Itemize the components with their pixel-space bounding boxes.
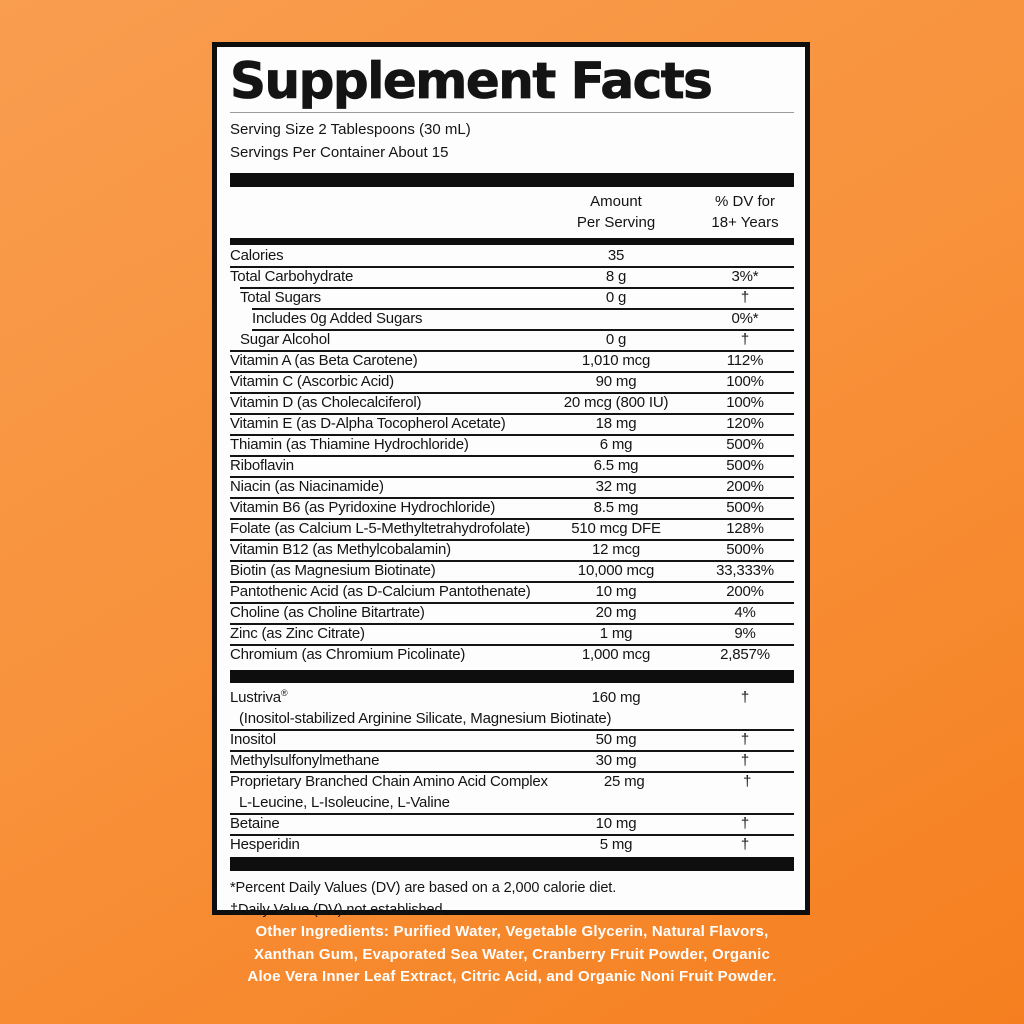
row-label: Thiamin (as Thiamine Hydrochloride) [230,436,469,453]
row-dv: † [740,731,750,748]
row-amount: 90 mg [595,373,637,390]
row-separator-line [252,329,794,331]
table-row [230,683,794,729]
row-amount: 1,010 mcg [581,352,651,369]
row-dv: 200% [726,478,764,495]
divider-bar-bottom [230,857,794,871]
table-row [230,287,794,308]
footnotes [230,871,794,921]
row-dv: † [740,836,750,853]
row-dv: 100% [726,373,764,390]
row-amount: 10 mg [595,583,637,600]
row-separator-line [230,750,794,752]
row-label: Hesperidin [230,836,300,853]
row-dv: 4% [734,604,756,621]
row-dv: 128% [726,520,764,537]
table-row [230,560,794,581]
table-row [230,329,794,350]
row-dv: 100% [726,394,764,411]
amount-column-header [536,191,696,233]
row-amount: 10,000 mcg [577,562,655,579]
row-label: Folate (as Calcium L-5-Methyltetrahydrofolate) [230,520,531,537]
footnote-dv-not-established: †Daily Value (DV) not established. [230,902,447,918]
row-separator-line [230,413,794,415]
table-row [230,308,794,329]
table-row [230,518,794,539]
row-amount: 1,000 mcg [581,646,651,663]
row-separator-line [230,455,794,457]
row-amount: 160 mg [591,689,641,706]
serving-size-text: Serving Size 2 Tablespoons (30 mL) [230,121,471,138]
row-amount: 8 g [605,268,627,285]
row-amount: 0 g [605,331,627,348]
row-separator-line [230,350,794,352]
row-dv: † [740,752,750,769]
row-label: Total Carbohydrate [230,268,354,285]
row-label: Methylsulfonylmethane [230,752,380,769]
row-dv: † [740,689,750,706]
row-label: Lustriva® [230,688,288,706]
amount-header-line2: Per Serving [576,214,656,231]
row-subline: (Inositol-stabilized Arginine Silicate, Magnesium Biotinate) [239,710,612,727]
row-label: Inositol [230,731,276,748]
supplement-facts-panel [212,42,810,918]
row-dv: 500% [726,499,764,516]
divider-bar-header [230,238,794,245]
row-dv: † [740,289,750,306]
row-separator-line [230,644,794,646]
table-row [230,455,794,476]
table-row [230,834,794,855]
table-row [230,413,794,434]
row-separator-line [230,771,794,773]
row-label: Vitamin A (as Beta Carotene) [230,352,418,369]
row-separator-line [230,392,794,394]
row-amount: 6 mg [599,436,633,453]
row-label: Vitamin B6 (as Pyridoxine Hydrochloride) [230,499,496,516]
row-dv: 500% [726,541,764,558]
other-ingredients-line3: Aloe Vera Inner Leaf Extract, Citric Acid, and Organic Noni Fruit Powder. [247,968,777,985]
table-row [230,371,794,392]
table-row [230,581,794,602]
row-dv: 2,857% [720,646,770,663]
row-label: Zinc (as Zinc Citrate) [230,625,365,642]
servings-per-container-text: Servings Per Container About 15 [230,144,449,161]
row-amount: 35 [607,247,625,264]
row-separator-line [230,497,794,499]
amount-header-line1: Amount [590,193,642,210]
table-row [230,602,794,623]
row-dv: 500% [726,436,764,453]
row-dv: 500% [726,457,764,474]
panel-title: Supplement Facts [230,51,794,113]
table-row [230,497,794,518]
row-amount: 18 mg [595,415,637,432]
table-row [230,771,794,813]
row-dv: 9% [734,625,756,642]
other-ingredients-line1: Other Ingredients: Purified Water, Vegetable Glycerin, Natural Flavors, [255,923,769,940]
table-row [230,392,794,413]
row-amount: 5 mg [599,836,633,853]
divider-bar-top [230,173,794,187]
row-separator-line [230,371,794,373]
row-separator-line [230,602,794,604]
row-dv: 0%* [731,310,759,327]
row-separator-line [230,434,794,436]
row-label: Riboflavin [230,457,294,474]
table-row [230,434,794,455]
row-separator-line [230,476,794,478]
row-separator-line [230,623,794,625]
row-amount: 0 g [605,289,627,306]
table-row [230,644,794,665]
row-label: Proprietary Branched Chain Amino Acid Complex [230,773,548,790]
row-label: Sugar Alcohol [240,331,330,348]
row-separator-line [230,581,794,583]
row-label: Niacin (as Niacinamide) [230,478,384,495]
row-separator-line [230,834,794,836]
divider-bar-middle [230,670,794,683]
table-row [230,729,794,750]
dv-header-line2: 18+ Years [711,214,779,231]
row-separator-line [230,539,794,541]
row-label: Includes 0g Added Sugars [252,310,423,327]
table-row [230,245,794,266]
row-amount: 510 mcg DFE [571,520,661,537]
row-amount: 6.5 mg [593,457,639,474]
table-row [230,750,794,771]
table-row [230,539,794,560]
row-dv: † [740,331,750,348]
row-dv: 120% [726,415,764,432]
dv-header-line1: % DV for [714,193,775,210]
table-row [230,813,794,834]
row-label: Vitamin B12 (as Methylcobalamin) [230,541,451,558]
row-label: Vitamin C (Ascorbic Acid) [230,373,394,390]
other-ingredients-text [0,921,1024,989]
row-separator-line [230,518,794,520]
row-amount: 20 mcg (800 IU) [563,394,669,411]
row-amount: 32 mg [595,478,637,495]
table-row [230,350,794,371]
other-actives-table [230,683,794,855]
row-amount: 8.5 mg [593,499,639,516]
dv-column-header [696,191,794,233]
row-label: Betaine [230,815,280,832]
row-separator-line [252,308,794,310]
row-label: Pantothenic Acid (as D-Calcium Pantothenate) [230,583,531,600]
row-dv: 200% [726,583,764,600]
row-label: Chromium (as Chromium Picolinate) [230,646,466,663]
row-dv: 33,333% [716,562,774,579]
row-separator-line [230,266,794,268]
row-separator-line [240,287,794,289]
row-subline: L-Leucine, L-Isoleucine, L-Valine [239,794,450,811]
row-label: Total Sugars [240,289,321,306]
row-amount: 30 mg [595,752,637,769]
table-row [230,476,794,497]
row-separator-line [230,813,794,815]
row-amount: 20 mg [595,604,637,621]
row-amount: 12 mcg [592,541,640,558]
footnote-daily-values: *Percent Daily Values (DV) are based on a 2,000 calorie diet. [230,880,617,896]
row-label: Vitamin E (as D-Alpha Tocopherol Acetate) [230,415,506,432]
table-row [230,623,794,644]
row-label: Biotin (as Magnesium Biotinate) [230,562,436,579]
row-dv: 3%* [731,268,759,285]
row-dv: † [740,815,750,832]
row-dv: 112% [726,352,764,369]
row-separator-line [230,560,794,562]
column-headers [230,187,794,238]
table-row [230,266,794,287]
row-separator-line [230,729,794,731]
row-label: Calories [230,247,284,264]
row-dv: † [743,773,752,790]
nutrients-table [230,245,794,665]
row-label: Choline (as Choline Bitartrate) [230,604,425,621]
row-label: Vitamin D (as Cholecalciferol) [230,394,422,411]
row-amount: 1 mg [599,625,633,642]
other-ingredients-line2: Xanthan Gum, Evaporated Sea Water, Cranberry Fruit Powder, Organic [253,945,771,963]
row-amount: 10 mg [595,815,637,832]
row-amount: 50 mg [595,731,637,748]
row-amount: 25 mg [603,773,645,790]
